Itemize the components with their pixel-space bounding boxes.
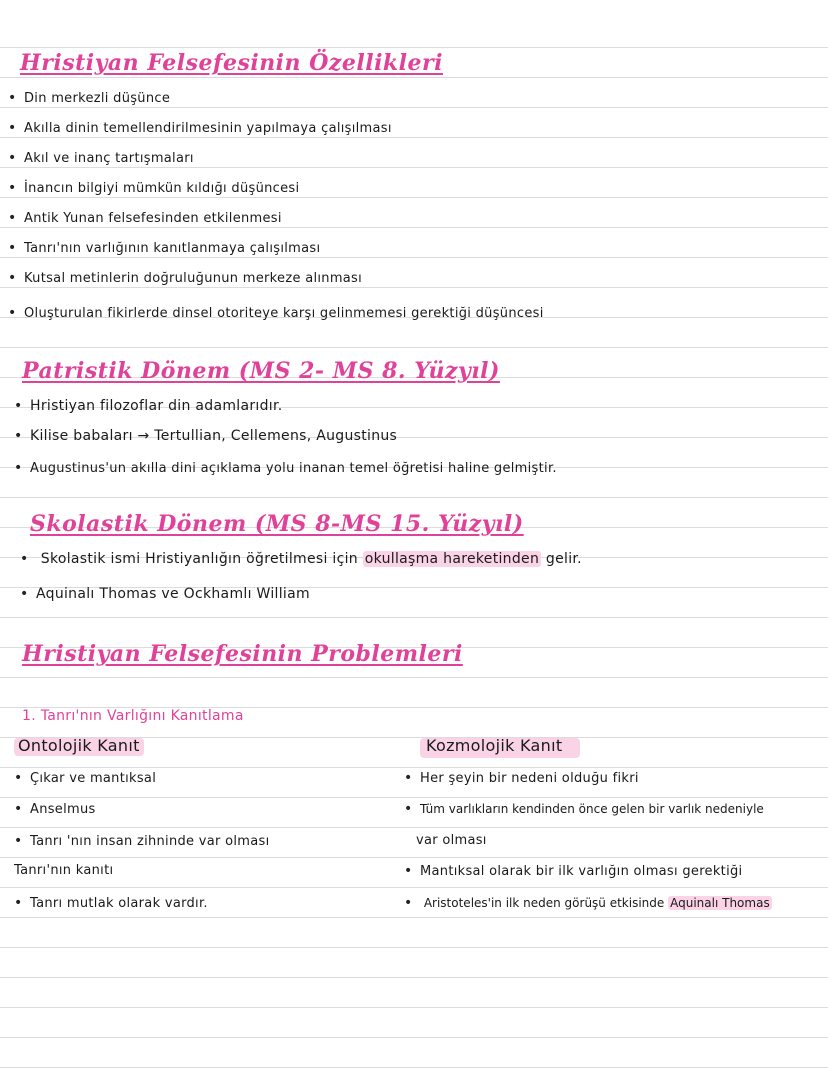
cosmological-item-4-text: Aristoteles'in ilk neden görüşü etkisinde (423, 896, 665, 910)
problems-subtitle: 1. Tanrı'nın Varlığını Kanıtlama (22, 708, 244, 724)
features-item-1: • Din merkezli düşünce (8, 90, 170, 106)
features-item-6: • Tanrı'nın varlığının kanıtlanmaya çalışılması (8, 240, 320, 256)
cosmological-item-2: • Tüm varlıkların kendinden önce gelen bir varlık nedeniyle (404, 801, 764, 817)
ontological-item-3: • Tanrı 'nın insan zihninde var olması (14, 833, 270, 849)
features-item-5: • Antik Yunan felsefesinden etkilenmesi (8, 210, 282, 226)
scholastic-item-1-text: Skolastik ismi Hristiyanlığın öğretilmesi için (40, 551, 358, 567)
scholastic-item-1-highlight: okullaşma hareketinden (364, 551, 540, 567)
cosmological-heading: Kozmolojik Kanıt (426, 736, 563, 755)
title-scholastic: Skolastik Dönem (MS 8-MS 15. Yüzyıl) (30, 511, 524, 537)
ontological-item-5: • Tanrı mutlak olarak vardır. (14, 895, 208, 911)
title-problems: Hristiyan Felsefesinin Problemleri (22, 641, 463, 667)
ontological-item-1: • Çıkar ve mantıksal (14, 770, 156, 786)
features-item-2: • Akılla dinin temellendirilmesinin yapılmaya çalışılması (8, 120, 392, 136)
cosmological-item-2-cont: var olması (416, 833, 487, 848)
features-item-4: • İnancın bilgiyi mümkün kıldığı düşüncesi (8, 180, 299, 196)
patristic-item-2: • Kilise babaları → Tertullian, Cellemens, Augustinus (14, 428, 397, 444)
features-item-8: • Oluşturulan fikirlerde dinsel otoriteye karşı gelinmemesi gerektiği düşüncesi (8, 305, 544, 321)
cosmological-item-3: • Mantıksal olarak bir ilk varlığın olması gerektiği (404, 863, 742, 879)
scholastic-item-2: • Aquinalı Thomas ve Ockhamlı William (20, 586, 310, 602)
patristic-item-1: • Hristiyan filozoflar din adamlarıdır. (14, 398, 283, 414)
ontological-line-4: Tanrı'nın kanıtı (14, 863, 114, 878)
cosmological-item-4 (404, 895, 772, 911)
scholastic-item-1-end: gelir. (545, 551, 582, 567)
features-item-3: • Akıl ve inanç tartışmaları (8, 150, 194, 166)
features-item-7: • Kutsal metinlerin doğruluğunun merkeze alınması (8, 270, 362, 286)
cosmological-item-1: • Her şeyin bir nedeni olduğu fikri (404, 770, 639, 786)
patristic-item-3: • Augustinus'un akılla dini açıklama yolu inanan temel öğretisi haline gelmiştir. (14, 460, 557, 476)
cosmological-item-4-highlight: Aquinalı Thomas (670, 896, 770, 910)
title-features: Hristiyan Felsefesinin Özellikleri (20, 50, 443, 76)
ontological-item-2: • Anselmus (14, 801, 96, 817)
title-patristic: Patristik Dönem (MS 2- MS 8. Yüzyıl) (22, 358, 500, 384)
ontological-heading: Ontolojik Kanıt (18, 736, 140, 755)
scholastic-item-1 (20, 551, 582, 567)
